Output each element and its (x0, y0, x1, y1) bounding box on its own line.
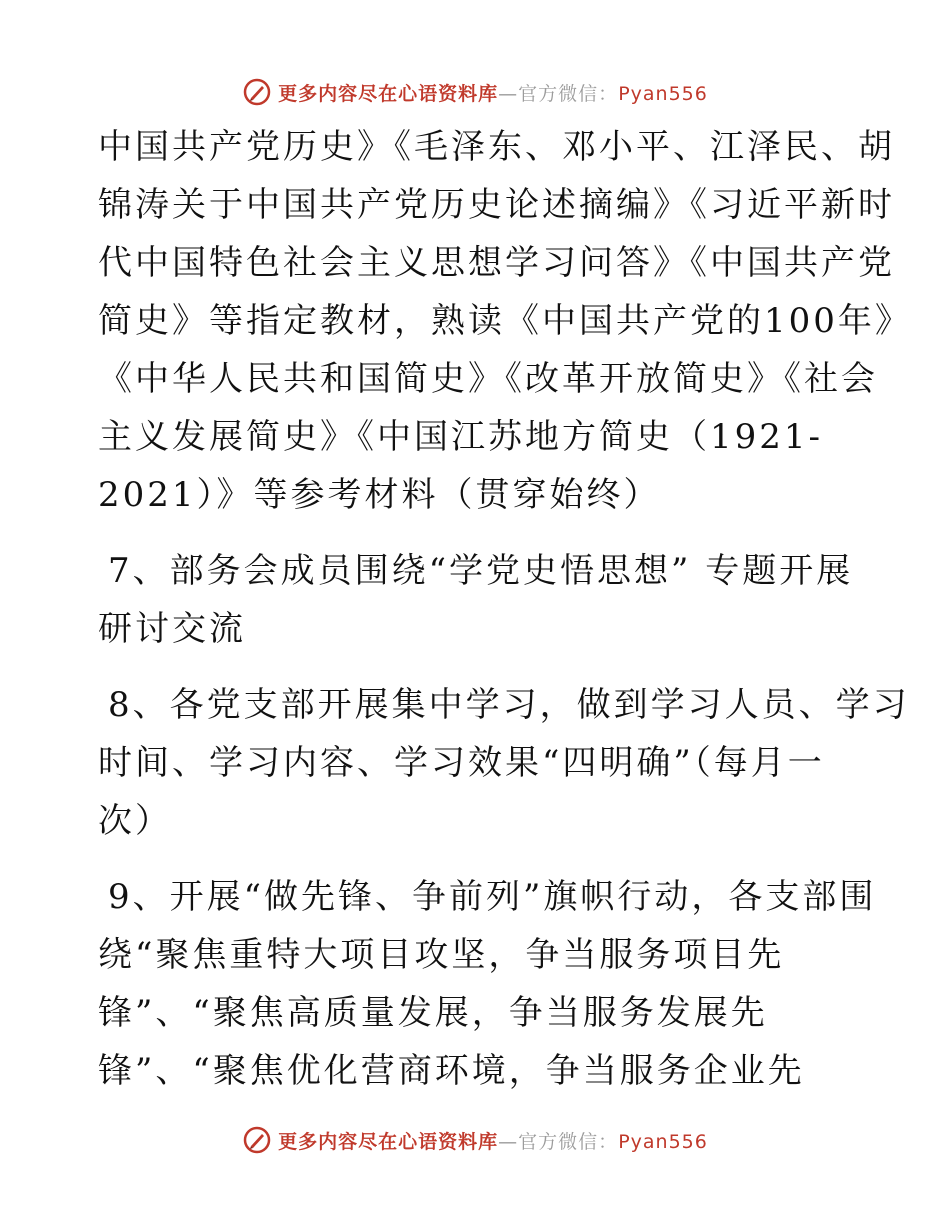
text-line: 代中国特色社会主义思想学习问答》《中国共产党 (98, 243, 895, 283)
text-line: 时间、学习内容、学习效果“四明确”（每月一 (98, 743, 825, 783)
pen-logo-icon (242, 1125, 272, 1155)
text-line: 次） (98, 801, 172, 841)
banner-text (278, 79, 708, 106)
text-line: 7、部务会成员围绕“学党史悟思想” 专题开展 (108, 551, 854, 591)
text-line: 锋”、“聚焦高质量发展，争当服务发展先 (98, 993, 768, 1033)
paragraph-item-8 (98, 676, 910, 850)
text-line: 锋”、“聚焦优化营商环境，争当服务企业先 (98, 1051, 805, 1091)
banner-wechat-label: 官方微信： (518, 82, 619, 105)
banner-wechat-id: Pyan556 (618, 1130, 708, 1153)
text-line: 中国共产党历史》《毛泽东、邓小平、江泽民、胡 (98, 127, 895, 167)
text-line: 9、开展“做先锋、争前列”旗帜行动，各支部围 (108, 877, 877, 917)
document-body (98, 118, 912, 1100)
paragraph-item-7 (98, 542, 858, 658)
text-line: 主义发展简史》《中国江苏地方简史（1921- (98, 417, 824, 457)
footer-banner (0, 1120, 950, 1160)
paragraph-item-9 (98, 868, 877, 1100)
text-line: 《中华人民共和国简史》《改革开放简史》《社会 (98, 359, 878, 399)
text-line: 简史》等指定教材，熟读《中国共产党的100年》 (98, 301, 912, 341)
header-banner (0, 72, 950, 112)
paragraph-1 (98, 118, 912, 524)
banner-wechat-id: Pyan556 (618, 82, 708, 105)
banner-dash: — (498, 1130, 519, 1153)
banner-text (278, 1127, 708, 1154)
banner-dash: — (498, 82, 519, 105)
text-line: 研讨交流 (98, 609, 246, 649)
text-line: 绕“聚焦重特大项目攻坚，争当服务项目先 (98, 935, 785, 975)
text-line: 2021）》等参考材料（贯穿始终） (98, 475, 661, 515)
text-line: 锦涛关于中国共产党历史论述摘编》《习近平新时 (98, 185, 895, 225)
banner-wechat-label: 官方微信： (518, 1130, 619, 1153)
pen-logo-icon (242, 77, 272, 107)
text-line: 8、各党支部开展集中学习，做到学习人员、学习 (108, 685, 910, 725)
banner-main-text: 更多内容尽在心语资料库 (278, 1130, 499, 1153)
banner-main-text: 更多内容尽在心语资料库 (278, 82, 499, 105)
